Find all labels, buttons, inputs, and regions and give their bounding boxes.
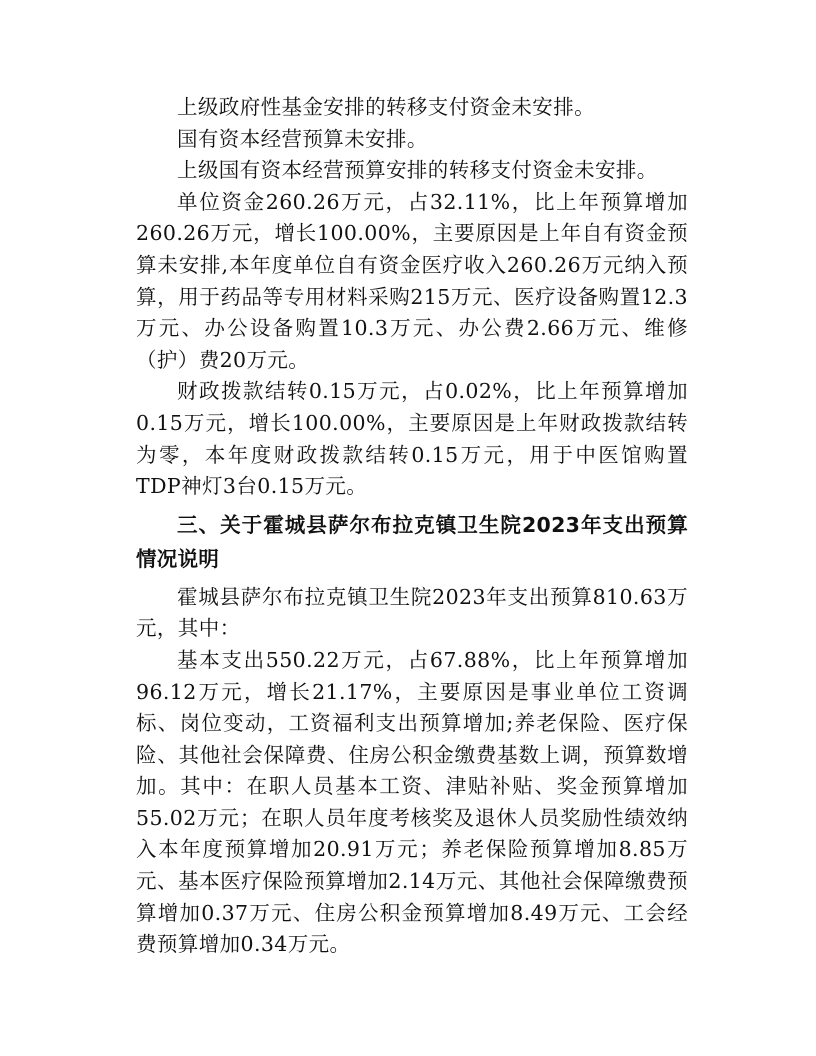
paragraph-government-fund: 上级政府性基金安排的转移支付资金未安排。 xyxy=(177,95,595,119)
document-page xyxy=(136,92,688,961)
paragraph-basic-expenditure: 基本支出550.22万元，占67.88%，比上年预算增加96.12万元，增长21.17%，主要原因是事业单位工资调标、岗位变动，工资福利支出预算增加;养老保险、医疗保险、其他社会保障费、住房公积金缴费基数上调，预算数增加。其中：在职人员基本工资、津贴补贴、奖金预算增加55.02万元；在职人员年度考核奖及退休人员奖励性绩效纳入本年度预算增加20.91万元；养老保险预算增加8.85万元、基本医疗保险预算增加2.14万元、其他社会保障缴费预算增加0.37万元、住房公积金预算增加8.49万元、工会经费预算增加0.34万元。 xyxy=(136,647,688,957)
paragraph-unit-funds: 单位资金260.26万元，占32.11%，比上年预算增加260.26万元，增长100.00%，主要原因是上年自有资金预算未安排,本年度单位自有资金医疗收入260.26万元纳入预算，用于药品等专用材料采购215万元、医疗设备购置12.3万元、办公设备购置10.3万元、办公费2.66万元、维修（护）费20万元。 xyxy=(136,189,688,372)
section-heading: 三、关于霍城县萨尔布拉克镇卫生院2023年支出预算情况说明 xyxy=(136,512,688,571)
paragraph-state-capital: 国有资本经营预算未安排。 xyxy=(177,126,428,151)
paragraph-expenditure-total: 霍城县萨尔布拉克镇卫生院2023年支出预算810.63万元，其中： xyxy=(136,584,688,641)
paragraph-state-capital-transfer: 上级国有资本经营预算安排的转移支付资金未安排。 xyxy=(177,158,658,183)
paragraph-carryover-funds: 财政拨款结转0.15万元，占0.02%，比上年预算增加0.15万元，增长100.00%，主要原因是上年财政拨款结转为零，本年度财政拨款结转0.15万元，用于中医馆购置TDP神灯3台0.15万元。 xyxy=(136,379,688,499)
